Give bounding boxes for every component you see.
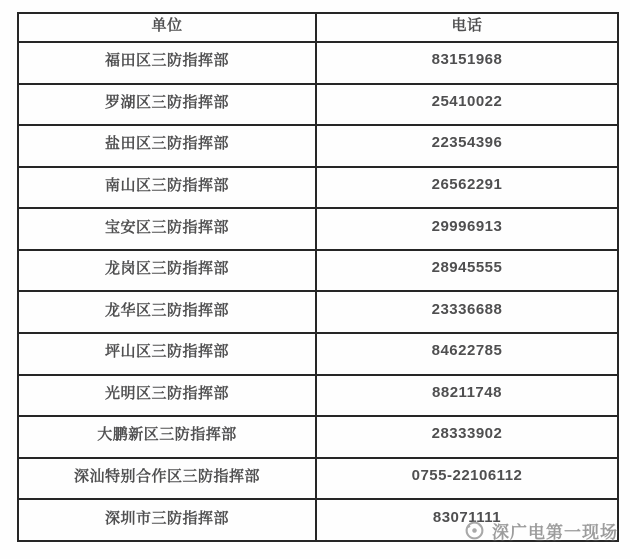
unit-cell: 盐田区三防指挥部 — [18, 125, 316, 167]
phone-cell: 22354396 — [316, 125, 618, 167]
table-row — [18, 125, 618, 167]
table-row — [18, 291, 618, 333]
table-row — [18, 375, 618, 417]
table-row — [18, 167, 618, 209]
table-row — [18, 458, 618, 500]
unit-cell: 龙华区三防指挥部 — [18, 291, 316, 333]
unit-cell: 龙岗区三防指挥部 — [18, 250, 316, 292]
column-header-unit: 单位 — [18, 13, 316, 42]
phone-cell: 25410022 — [316, 84, 618, 126]
table-row — [18, 333, 618, 375]
phone-cell: 83151968 — [316, 42, 618, 84]
table-row — [18, 499, 618, 541]
unit-cell: 宝安区三防指挥部 — [18, 208, 316, 250]
table-row — [18, 250, 618, 292]
table-row — [18, 208, 618, 250]
phone-cell: 29996913 — [316, 208, 618, 250]
phone-cell: 84622785 — [316, 333, 618, 375]
phone-cell: 83071111 — [316, 499, 618, 541]
phone-cell: 28945555 — [316, 250, 618, 292]
table-row — [18, 84, 618, 126]
table-header-row — [18, 13, 618, 42]
unit-cell: 光明区三防指挥部 — [18, 375, 316, 417]
column-header-phone: 电话 — [316, 13, 618, 42]
phone-cell: 23336688 — [316, 291, 618, 333]
watermark-text: 深广电第一现场 — [492, 523, 618, 542]
unit-cell: 坪山区三防指挥部 — [18, 333, 316, 375]
phone-cell: 0755-22106112 — [316, 458, 618, 500]
phone-cell: 88211748 — [316, 375, 618, 417]
phone-cell: 26562291 — [316, 167, 618, 209]
unit-cell: 大鹏新区三防指挥部 — [18, 416, 316, 458]
table-row — [18, 416, 618, 458]
unit-cell: 深汕特别合作区三防指挥部 — [18, 458, 316, 500]
unit-cell: 罗湖区三防指挥部 — [18, 84, 316, 126]
contact-table — [17, 12, 619, 542]
unit-cell: 南山区三防指挥部 — [18, 167, 316, 209]
unit-cell: 深圳市三防指挥部 — [18, 499, 316, 541]
unit-cell: 福田区三防指挥部 — [18, 42, 316, 84]
phone-cell: 28333902 — [316, 416, 618, 458]
table-row — [18, 42, 618, 84]
